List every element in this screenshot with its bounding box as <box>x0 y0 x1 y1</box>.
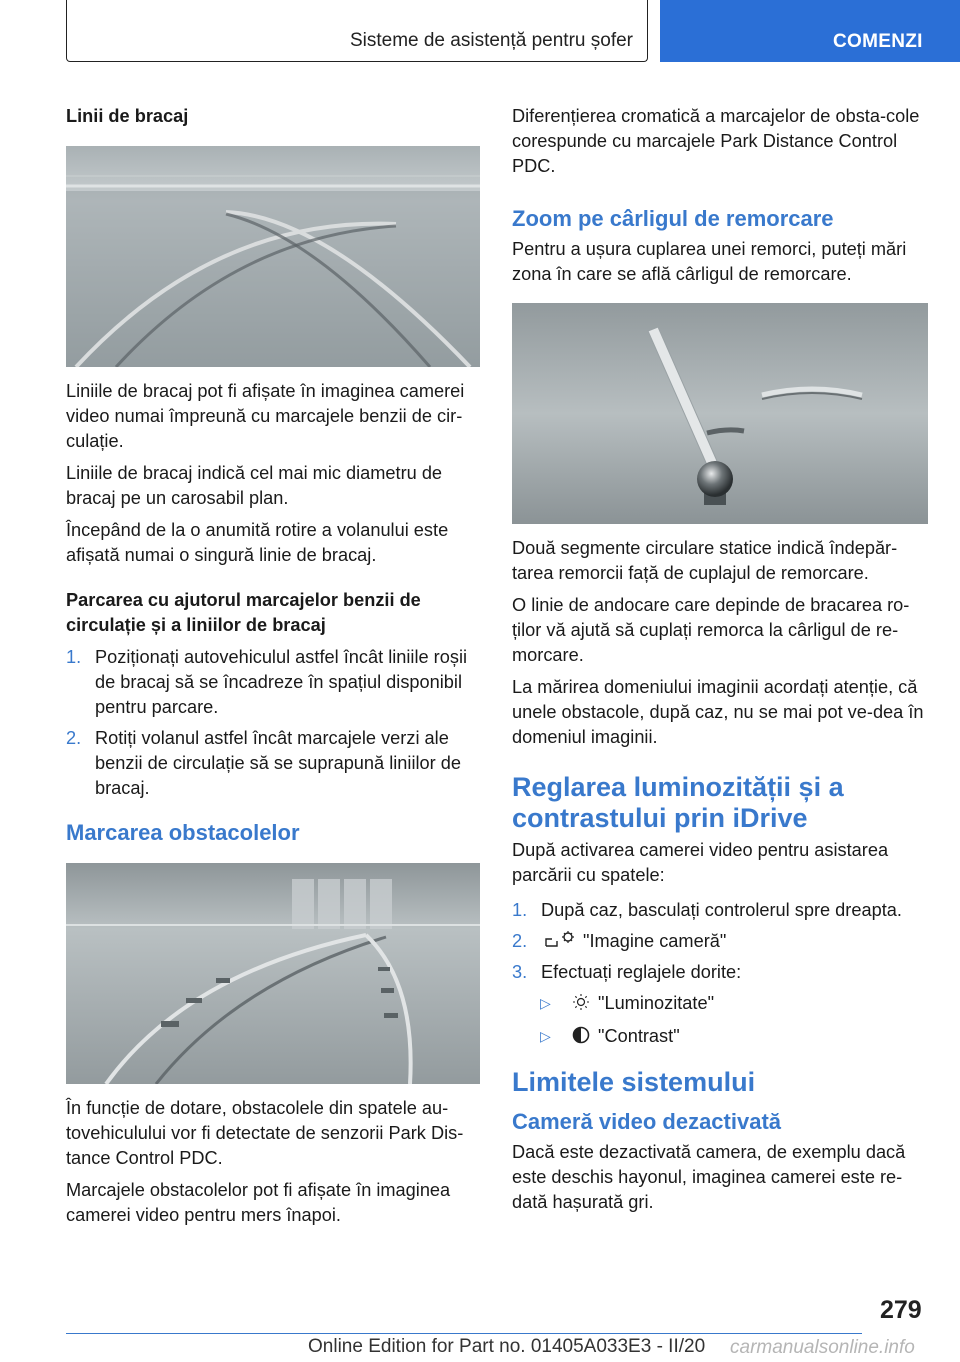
contrast-icon <box>572 1026 590 1044</box>
triangle-bullet-icon: ▷ <box>540 1028 551 1044</box>
paragraph-linii-1: Liniile de bracaj pot fi afișate în imaginea camerei video numai împreună cu marcajele benzii de cir-culație. <box>66 381 465 451</box>
footer-divider <box>66 1333 862 1334</box>
right-column <box>512 104 928 1222</box>
sun-icon <box>572 993 590 1011</box>
paragraph-obstacole-2: Marcajele obstacolelor pot fi afișate în imaginea camerei video pentru mers înapoi. <box>66 1180 451 1225</box>
list-item <box>512 960 928 985</box>
watermark: carmanualsonline.info <box>730 1337 915 1358</box>
paragraph-zoom-2: Două segmente circulare statice indică îndepăr-tarea remorcii față de cuplajul de remorcare. <box>512 538 898 583</box>
heading-limite: Limitele sistemului <box>512 1067 756 1097</box>
sub-step-text: "Luminozitate" <box>598 993 715 1013</box>
footer-edition: Online Edition for Part no. 01405A033E3 - II/20 <box>308 1336 706 1357</box>
figure-obstacle-markers <box>66 863 480 1084</box>
list-item <box>66 726 480 801</box>
step-number: 3. <box>512 962 528 982</box>
left-column <box>66 104 480 1235</box>
heading-linii-bracaj: Linii de bracaj <box>66 106 189 126</box>
heading-zoom: Zoom pe cârligul de remorcare <box>512 206 834 231</box>
figure-trailer-hitch-zoom <box>512 303 928 524</box>
step-text: Poziționați autovehiculul astfel încât liniile roșii de bracaj să se încadreze în spațiul disponibil pentru parcare. <box>95 647 468 717</box>
header-chapter-title: COMENZI <box>833 31 923 52</box>
paragraph-zoom-4: La mărirea domeniului imaginii acordați atenție, că unele obstacole, după caz, nu se mai pot ve-dea în domeniul imaginii. <box>512 677 924 747</box>
paragraph-zoom-3: O linie de andocare care depinde de bracarea ro-ților vă ajută să cuplați remorca la cârligul de re-morcare. <box>512 595 910 665</box>
heading-parcare: Parcarea cu ajutorul marcajelor benzii de circulație și a liniilor de bracaj <box>66 590 421 635</box>
heading-reglare: Reglarea luminozității și a contrastului prin iDrive <box>512 772 844 833</box>
list-item <box>512 898 928 923</box>
paragraph-zoom: Pentru a ușura cuplarea unei remorci, puteți mări zona în care se află cârligul de remorcare. <box>512 239 907 284</box>
step-number: 1. <box>512 900 528 920</box>
step-text: După caz, basculați controlerul spre dreapta. <box>541 900 902 920</box>
figure-turning-lines <box>66 146 480 367</box>
list-item <box>512 1024 928 1049</box>
step-text: "Imagine cameră" <box>583 931 727 951</box>
step-text: Rotiți volanul astfel încât marcajele verzi ale benzii de circulație să se suprapună liniilor de bracaj. <box>95 728 461 798</box>
camera-settings-icon <box>543 930 577 950</box>
heading-marcarea-obstacolelor: Marcarea obstacolelor <box>66 820 300 845</box>
triangle-bullet-icon: ▷ <box>540 995 551 1011</box>
list-item <box>66 645 480 720</box>
paragraph-linii-2: Liniile de bracaj indică cel mai mic diametru de bracaj pe un carosabil plan. <box>66 463 443 508</box>
sub-step-text: "Contrast" <box>598 1026 680 1046</box>
header-section-tab <box>66 0 648 62</box>
step-text: Efectuați reglajele dorite: <box>541 962 742 982</box>
heading-camera-dezactivata: Cameră video dezactivată <box>512 1109 782 1134</box>
paragraph-camera-dezactivata: Dacă este dezactivată camera, de exemplu dacă este deschis hayonul, imaginea camerei este re-dată hașurată gri. <box>512 1142 906 1212</box>
paragraph-pdc-colors: Diferențierea cromatică a marcajelor de obsta-cole corespunde cu marcajele Park Distance Control PDC. <box>512 106 920 176</box>
list-item <box>512 929 928 954</box>
header-section-title: Sisteme de asistență pentru șofer <box>349 30 633 51</box>
step-number: 2. <box>512 931 528 951</box>
paragraph-linii-3: Începând de la o anumită rotire a volanului este afișată numai o singură linie de bracaj. <box>66 520 449 565</box>
header-chapter-tab <box>660 0 960 62</box>
paragraph-obstacole-1: În funcție de dotare, obstacolele din spatele au-tovehiculului vor fi detectate de senzorii Park Dis-tance Control PDC. <box>66 1098 464 1168</box>
list-item <box>512 991 928 1016</box>
page-number: 279 <box>880 1296 922 1324</box>
step-number: 2. <box>66 728 82 748</box>
paragraph-reglare: După activarea camerei video pentru asistarea parcării cu spatele: <box>512 840 889 885</box>
step-number: 1. <box>66 647 82 667</box>
